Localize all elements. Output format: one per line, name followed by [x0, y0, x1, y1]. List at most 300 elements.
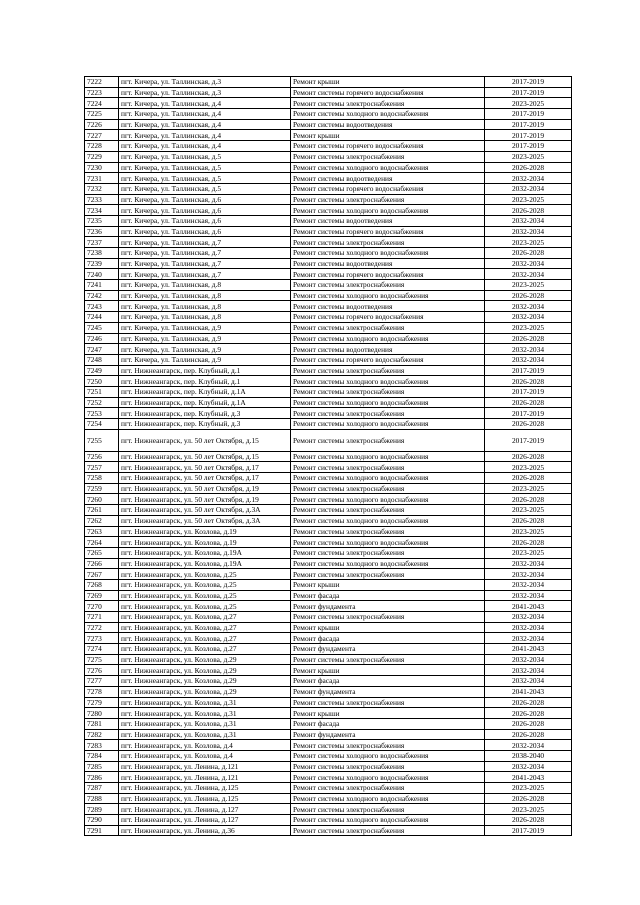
period-cell: 2032-2034 — [485, 622, 572, 633]
row-number: 7252 — [85, 397, 119, 408]
period-cell: 2026-2028 — [485, 697, 572, 708]
period-cell: 2041-2043 — [485, 601, 572, 612]
work-type-cell: Ремонт фасада — [291, 633, 485, 644]
row-number: 7281 — [85, 718, 119, 729]
work-type-cell: Ремонт системы электроснабжения — [291, 322, 485, 333]
table-row — [85, 226, 572, 237]
repair-schedule-table — [84, 76, 572, 836]
table-row — [85, 783, 572, 794]
table-row — [85, 793, 572, 804]
row-number: 7261 — [85, 505, 119, 516]
period-cell: 2017-2019 — [485, 408, 572, 419]
row-number: 7229 — [85, 151, 119, 162]
table-row — [85, 162, 572, 173]
period-cell: 2032-2034 — [485, 558, 572, 569]
table-row — [85, 590, 572, 601]
row-number: 7283 — [85, 740, 119, 751]
work-type-cell: Ремонт системы электроснабжения — [291, 408, 485, 419]
period-cell: 2017-2019 — [485, 825, 572, 836]
table-row — [85, 141, 572, 152]
table-row — [85, 729, 572, 740]
row-number: 7255 — [85, 429, 119, 451]
table-row — [85, 451, 572, 462]
period-cell: 2032-2034 — [485, 590, 572, 601]
table-row — [85, 344, 572, 355]
table-row — [85, 601, 572, 612]
table-row — [85, 622, 572, 633]
work-type-cell: Ремонт системы холодного водоснабжения — [291, 494, 485, 505]
row-number: 7241 — [85, 280, 119, 291]
row-number: 7280 — [85, 708, 119, 719]
table-row — [85, 77, 572, 88]
address-cell: пгт. Кичера, ул. Таллинская, д.8 — [119, 312, 291, 323]
work-type-cell: Ремонт системы водоотведения — [291, 301, 485, 312]
work-type-cell: Ремонт системы холодного водоснабжения — [291, 162, 485, 173]
period-cell: 2023-2025 — [485, 526, 572, 537]
row-number: 7248 — [85, 354, 119, 365]
address-cell: пгт. Нижнеангарск, ул. Козлова, д.29 — [119, 665, 291, 676]
address-cell: пгт. Нижнеангарск, ул. Ленина, д.125 — [119, 793, 291, 804]
period-cell: 2032-2034 — [485, 312, 572, 323]
row-number: 7273 — [85, 633, 119, 644]
table-row — [85, 740, 572, 751]
table-row — [85, 654, 572, 665]
address-cell: пгт. Нижнеангарск, ул. Ленина, д.125 — [119, 783, 291, 794]
work-type-cell: Ремонт системы холодного водоснабжения — [291, 205, 485, 216]
row-number: 7244 — [85, 312, 119, 323]
table-row — [85, 526, 572, 537]
row-number: 7288 — [85, 793, 119, 804]
address-cell: пгт. Нижнеангарск, ул. 50 лет Октября, д.3А — [119, 515, 291, 526]
row-number: 7284 — [85, 750, 119, 761]
period-cell: 2032-2034 — [485, 761, 572, 772]
period-cell: 2032-2034 — [485, 665, 572, 676]
work-type-cell: Ремонт системы холодного водоснабжения — [291, 451, 485, 462]
work-type-cell: Ремонт системы электроснабжения — [291, 505, 485, 516]
table-row — [85, 312, 572, 323]
period-cell: 2017-2019 — [485, 87, 572, 98]
address-cell: пгт. Нижнеангарск, ул. Ленина, д.36 — [119, 825, 291, 836]
work-type-cell: Ремонт крыши — [291, 130, 485, 141]
row-number: 7245 — [85, 322, 119, 333]
work-type-cell: Ремонт системы электроснабжения — [291, 98, 485, 109]
period-cell: 2026-2028 — [485, 248, 572, 259]
period-cell: 2023-2025 — [485, 322, 572, 333]
period-cell: 2041-2043 — [485, 644, 572, 655]
row-number: 7254 — [85, 419, 119, 430]
work-type-cell: Ремонт системы холодного водоснабжения — [291, 515, 485, 526]
table-row — [85, 537, 572, 548]
table-row — [85, 558, 572, 569]
address-cell: пгт. Нижнеангарск, ул. Козлова, д.25 — [119, 601, 291, 612]
work-type-cell: Ремонт системы электроснабжения — [291, 151, 485, 162]
address-cell: пгт. Нижнеангарск, ул. Козлова, д.4 — [119, 740, 291, 751]
period-cell: 2032-2034 — [485, 301, 572, 312]
row-number: 7262 — [85, 515, 119, 526]
address-cell: пгт. Кичера, ул. Таллинская, д.6 — [119, 215, 291, 226]
row-number: 7271 — [85, 612, 119, 623]
work-type-cell: Ремонт системы водоотведения — [291, 119, 485, 130]
work-type-cell: Ремонт системы электроснабжения — [291, 194, 485, 205]
row-number: 7275 — [85, 654, 119, 665]
address-cell: пгт. Кичера, ул. Таллинская, д.8 — [119, 290, 291, 301]
table-row — [85, 173, 572, 184]
work-type-cell: Ремонт системы холодного водоснабжения — [291, 772, 485, 783]
row-number: 7247 — [85, 344, 119, 355]
work-type-cell: Ремонт системы электроснабжения — [291, 237, 485, 248]
address-cell: пгт. Нижнеангарск, ул. 50 лет Октября, д.17 — [119, 462, 291, 473]
period-cell: 2032-2034 — [485, 354, 572, 365]
period-cell: 2032-2034 — [485, 612, 572, 623]
address-cell: пгт. Кичера, ул. Таллинская, д.5 — [119, 183, 291, 194]
address-cell: пгт. Нижнеангарск, ул. Козлова, д.27 — [119, 633, 291, 644]
work-type-cell: Ремонт системы холодного водоснабжения — [291, 376, 485, 387]
work-type-cell: Ремонт системы электроснабжения — [291, 612, 485, 623]
row-number: 7278 — [85, 686, 119, 697]
table-row — [85, 633, 572, 644]
table-row — [85, 815, 572, 826]
period-cell: 2032-2034 — [485, 740, 572, 751]
row-number: 7227 — [85, 130, 119, 141]
period-cell: 2032-2034 — [485, 173, 572, 184]
work-type-cell: Ремонт системы электроснабжения — [291, 526, 485, 537]
work-type-cell: Ремонт системы горячего водоснабжения — [291, 269, 485, 280]
table-body — [85, 77, 572, 836]
table-row — [85, 386, 572, 397]
table-row — [85, 194, 572, 205]
work-type-cell: Ремонт системы холодного водоснабжения — [291, 290, 485, 301]
row-number: 7272 — [85, 622, 119, 633]
address-cell: пгт. Кичера, ул. Таллинская, д.4 — [119, 109, 291, 120]
period-cell: 2026-2028 — [485, 515, 572, 526]
address-cell: пгт. Кичера, ул. Таллинская, д.7 — [119, 269, 291, 280]
work-type-cell: Ремонт системы электроснабжения — [291, 740, 485, 751]
table-row — [85, 354, 572, 365]
row-number: 7251 — [85, 386, 119, 397]
address-cell: пгт. Нижнеангарск, ул. 50 лет Октября, д.17 — [119, 473, 291, 484]
row-number: 7258 — [85, 473, 119, 484]
address-cell: пгт. Нижнеангарск, ул. Ленина, д.127 — [119, 815, 291, 826]
period-cell: 2023-2025 — [485, 783, 572, 794]
period-cell: 2017-2019 — [485, 386, 572, 397]
period-cell: 2032-2034 — [485, 654, 572, 665]
row-number: 7279 — [85, 697, 119, 708]
period-cell: 2032-2034 — [485, 269, 572, 280]
address-cell: пгт. Нижнеангарск, ул. Козлова, д.4 — [119, 750, 291, 761]
address-cell: пгт. Нижнеангарск, ул. 50 лет Октября, д.19 — [119, 494, 291, 505]
period-cell: 2032-2034 — [485, 258, 572, 269]
period-cell: 2023-2025 — [485, 462, 572, 473]
work-type-cell: Ремонт системы электроснабжения — [291, 547, 485, 558]
table-row — [85, 183, 572, 194]
work-type-cell: Ремонт системы электроснабжения — [291, 386, 485, 397]
work-type-cell: Ремонт системы водоотведения — [291, 344, 485, 355]
row-number: 7250 — [85, 376, 119, 387]
address-cell: пгт. Нижнеангарск, пер. Клубный, д.1 — [119, 365, 291, 376]
row-number: 7243 — [85, 301, 119, 312]
row-number: 7274 — [85, 644, 119, 655]
table-row — [85, 825, 572, 836]
period-cell: 2026-2028 — [485, 708, 572, 719]
period-cell: 2017-2019 — [485, 130, 572, 141]
table-row — [85, 569, 572, 580]
table-row — [85, 665, 572, 676]
table-row — [85, 98, 572, 109]
address-cell: пгт. Нижнеангарск, ул. Козлова, д.19А — [119, 558, 291, 569]
address-cell: пгт. Нижнеангарск, ул. Козлова, д.27 — [119, 644, 291, 655]
address-cell: пгт. Кичера, ул. Таллинская, д.7 — [119, 258, 291, 269]
work-type-cell: Ремонт системы горячего водоснабжения — [291, 87, 485, 98]
row-number: 7237 — [85, 237, 119, 248]
table-row — [85, 697, 572, 708]
period-cell: 2032-2034 — [485, 344, 572, 355]
work-type-cell: Ремонт системы электроснабжения — [291, 462, 485, 473]
work-type-cell: Ремонт системы холодного водоснабжения — [291, 537, 485, 548]
address-cell: пгт. Кичера, ул. Таллинская, д.4 — [119, 98, 291, 109]
period-cell: 2017-2019 — [485, 429, 572, 451]
row-number: 7233 — [85, 194, 119, 205]
address-cell: пгт. Кичера, ул. Таллинская, д.4 — [119, 130, 291, 141]
period-cell: 2023-2025 — [485, 237, 572, 248]
address-cell: пгт. Кичера, ул. Таллинская, д.4 — [119, 141, 291, 152]
period-cell: 2026-2028 — [485, 815, 572, 826]
address-cell: пгт. Нижнеангарск, ул. Козлова, д.31 — [119, 708, 291, 719]
row-number: 7231 — [85, 173, 119, 184]
table-row — [85, 676, 572, 687]
table-row — [85, 408, 572, 419]
address-cell: пгт. Кичера, ул. Таллинская, д.5 — [119, 151, 291, 162]
address-cell: пгт. Нижнеангарск, ул. Козлова, д.31 — [119, 697, 291, 708]
row-number: 7230 — [85, 162, 119, 173]
work-type-cell: Ремонт фасада — [291, 718, 485, 729]
table-row — [85, 483, 572, 494]
row-number: 7270 — [85, 601, 119, 612]
table-row — [85, 322, 572, 333]
work-type-cell: Ремонт системы электроснабжения — [291, 825, 485, 836]
work-type-cell: Ремонт системы горячего водоснабжения — [291, 141, 485, 152]
period-cell: 2032-2034 — [485, 633, 572, 644]
work-type-cell: Ремонт системы электроснабжения — [291, 783, 485, 794]
address-cell: пгт. Кичера, ул. Таллинская, д.8 — [119, 301, 291, 312]
period-cell: 2026-2028 — [485, 537, 572, 548]
table-row — [85, 87, 572, 98]
period-cell: 2017-2019 — [485, 365, 572, 376]
table-row — [85, 579, 572, 590]
row-number: 7240 — [85, 269, 119, 280]
row-number: 7287 — [85, 783, 119, 794]
table-row — [85, 237, 572, 248]
address-cell: пгт. Кичера, ул. Таллинская, д.9 — [119, 322, 291, 333]
period-cell: 2017-2019 — [485, 109, 572, 120]
table-row — [85, 505, 572, 516]
period-cell: 2023-2025 — [485, 151, 572, 162]
work-type-cell: Ремонт фундамента — [291, 601, 485, 612]
period-cell: 2026-2028 — [485, 494, 572, 505]
table-row — [85, 686, 572, 697]
address-cell: пгт. Нижнеангарск, пер. Клубный, д.3 — [119, 419, 291, 430]
address-cell: пгт. Кичера, ул. Таллинская, д.3 — [119, 87, 291, 98]
table-row — [85, 750, 572, 761]
period-cell: 2032-2034 — [485, 569, 572, 580]
address-cell: пгт. Нижнеангарск, ул. Козлова, д.25 — [119, 579, 291, 590]
period-cell: 2026-2028 — [485, 793, 572, 804]
address-cell: пгт. Кичера, ул. Таллинская, д.4 — [119, 119, 291, 130]
table-row — [85, 301, 572, 312]
period-cell: 2023-2025 — [485, 194, 572, 205]
address-cell: пгт. Нижнеангарск, ул. Козлова, д.31 — [119, 729, 291, 740]
work-type-cell: Ремонт системы холодного водоснабжения — [291, 397, 485, 408]
row-number: 7290 — [85, 815, 119, 826]
period-cell: 2032-2034 — [485, 183, 572, 194]
address-cell: пгт. Нижнеангарск, ул. Козлова, д.25 — [119, 590, 291, 601]
row-number: 7238 — [85, 248, 119, 259]
row-number: 7285 — [85, 761, 119, 772]
period-cell: 2023-2025 — [485, 547, 572, 558]
row-number: 7260 — [85, 494, 119, 505]
table-row — [85, 376, 572, 387]
table-row — [85, 119, 572, 130]
row-number: 7246 — [85, 333, 119, 344]
row-number: 7263 — [85, 526, 119, 537]
address-cell: пгт. Кичера, ул. Таллинская, д.9 — [119, 333, 291, 344]
table-row — [85, 462, 572, 473]
table-row — [85, 547, 572, 558]
address-cell: пгт. Нижнеангарск, пер. Клубный, д.1 — [119, 376, 291, 387]
work-type-cell: Ремонт системы холодного водоснабжения — [291, 248, 485, 259]
table-row — [85, 215, 572, 226]
row-number: 7286 — [85, 772, 119, 783]
period-cell: 2023-2025 — [485, 483, 572, 494]
period-cell: 2041-2043 — [485, 772, 572, 783]
address-cell: пгт. Нижнеангарск, ул. 50 лет Октября, д.19 — [119, 483, 291, 494]
period-cell: 2038-2040 — [485, 750, 572, 761]
work-type-cell: Ремонт фундамента — [291, 686, 485, 697]
table-row — [85, 205, 572, 216]
work-type-cell: Ремонт крыши — [291, 665, 485, 676]
table-row — [85, 804, 572, 815]
table-row — [85, 269, 572, 280]
address-cell: пгт. Кичера, ул. Таллинская, д.6 — [119, 226, 291, 237]
row-number: 7268 — [85, 579, 119, 590]
table-row — [85, 644, 572, 655]
period-cell: 2032-2034 — [485, 215, 572, 226]
table-row — [85, 248, 572, 259]
work-type-cell: Ремонт фасада — [291, 676, 485, 687]
table-row — [85, 494, 572, 505]
row-number: 7253 — [85, 408, 119, 419]
table-row — [85, 761, 572, 772]
period-cell: 2032-2034 — [485, 579, 572, 590]
row-number: 7282 — [85, 729, 119, 740]
period-cell: 2023-2025 — [485, 98, 572, 109]
work-type-cell: Ремонт системы холодного водоснабжения — [291, 419, 485, 430]
period-cell: 2023-2025 — [485, 280, 572, 291]
period-cell: 2026-2028 — [485, 718, 572, 729]
table-row — [85, 397, 572, 408]
row-number: 7225 — [85, 109, 119, 120]
row-number: 7277 — [85, 676, 119, 687]
row-number: 7266 — [85, 558, 119, 569]
work-type-cell: Ремонт крыши — [291, 77, 485, 88]
period-cell: 2032-2034 — [485, 676, 572, 687]
period-cell: 2026-2028 — [485, 333, 572, 344]
work-type-cell: Ремонт системы горячего водоснабжения — [291, 354, 485, 365]
period-cell: 2026-2028 — [485, 290, 572, 301]
work-type-cell: Ремонт системы электроснабжения — [291, 569, 485, 580]
row-number: 7224 — [85, 98, 119, 109]
work-type-cell: Ремонт системы холодного водоснабжения — [291, 109, 485, 120]
address-cell: пгт. Нижнеангарск, ул. 50 лет Октября, д.15 — [119, 429, 291, 451]
work-type-cell: Ремонт системы водоотведения — [291, 258, 485, 269]
address-cell: пгт. Нижнеангарск, пер. Клубный, д.1А — [119, 386, 291, 397]
address-cell: пгт. Кичера, ул. Таллинская, д.6 — [119, 205, 291, 216]
work-type-cell: Ремонт крыши — [291, 579, 485, 590]
row-number: 7257 — [85, 462, 119, 473]
table-row — [85, 290, 572, 301]
table-row — [85, 130, 572, 141]
work-type-cell: Ремонт фасада — [291, 590, 485, 601]
address-cell: пгт. Нижнеангарск, ул. Козлова, д.29 — [119, 654, 291, 665]
table-row — [85, 365, 572, 376]
period-cell: 2026-2028 — [485, 376, 572, 387]
table-row — [85, 473, 572, 484]
address-cell: пгт. Нижнеангарск, ул. Ленина, д.121 — [119, 772, 291, 783]
row-number: 7267 — [85, 569, 119, 580]
row-number: 7265 — [85, 547, 119, 558]
row-number: 7228 — [85, 141, 119, 152]
address-cell: пгт. Нижнеангарск, ул. Ленина, д.127 — [119, 804, 291, 815]
period-cell: 2026-2028 — [485, 162, 572, 173]
row-number: 7242 — [85, 290, 119, 301]
table-row — [85, 109, 572, 120]
address-cell: пгт. Кичера, ул. Таллинская, д.9 — [119, 354, 291, 365]
work-type-cell: Ремонт системы холодного водоснабжения — [291, 558, 485, 569]
table-row — [85, 429, 572, 451]
work-type-cell: Ремонт крыши — [291, 622, 485, 633]
period-cell: 2026-2028 — [485, 419, 572, 430]
work-type-cell: Ремонт фундамента — [291, 729, 485, 740]
period-cell: 2023-2025 — [485, 505, 572, 516]
period-cell: 2017-2019 — [485, 119, 572, 130]
address-cell: пгт. Кичера, ул. Таллинская, д.9 — [119, 344, 291, 355]
period-cell: 2026-2028 — [485, 205, 572, 216]
work-type-cell: Ремонт системы холодного водоснабжения — [291, 793, 485, 804]
work-type-cell: Ремонт системы электроснабжения — [291, 280, 485, 291]
row-number: 7249 — [85, 365, 119, 376]
address-cell: пгт. Нижнеангарск, ул. Козлова, д.19А — [119, 547, 291, 558]
work-type-cell: Ремонт системы электроснабжения — [291, 697, 485, 708]
address-cell: пгт. Кичера, ул. Таллинская, д.5 — [119, 173, 291, 184]
table-row — [85, 612, 572, 623]
work-type-cell: Ремонт системы горячего водоснабжения — [291, 183, 485, 194]
work-type-cell: Ремонт системы холодного водоснабжения — [291, 333, 485, 344]
row-number: 7222 — [85, 77, 119, 88]
address-cell: пгт. Нижнеангарск, пер. Клубный, д.3 — [119, 408, 291, 419]
address-cell: пгт. Нижнеангарск, ул. Ленина, д.121 — [119, 761, 291, 772]
work-type-cell: Ремонт системы холодного водоснабжения — [291, 815, 485, 826]
work-type-cell: Ремонт крыши — [291, 708, 485, 719]
period-cell: 2041-2043 — [485, 686, 572, 697]
work-type-cell: Ремонт системы электроснабжения — [291, 483, 485, 494]
address-cell: пгт. Нижнеангарск, ул. Козлова, д.27 — [119, 612, 291, 623]
table-row — [85, 708, 572, 719]
row-number: 7264 — [85, 537, 119, 548]
address-cell: пгт. Нижнеангарск, ул. Козлова, д.19 — [119, 537, 291, 548]
work-type-cell: Ремонт системы электроснабжения — [291, 761, 485, 772]
row-number: 7223 — [85, 87, 119, 98]
row-number: 7235 — [85, 215, 119, 226]
address-cell: пгт. Кичера, ул. Таллинская, д.7 — [119, 237, 291, 248]
